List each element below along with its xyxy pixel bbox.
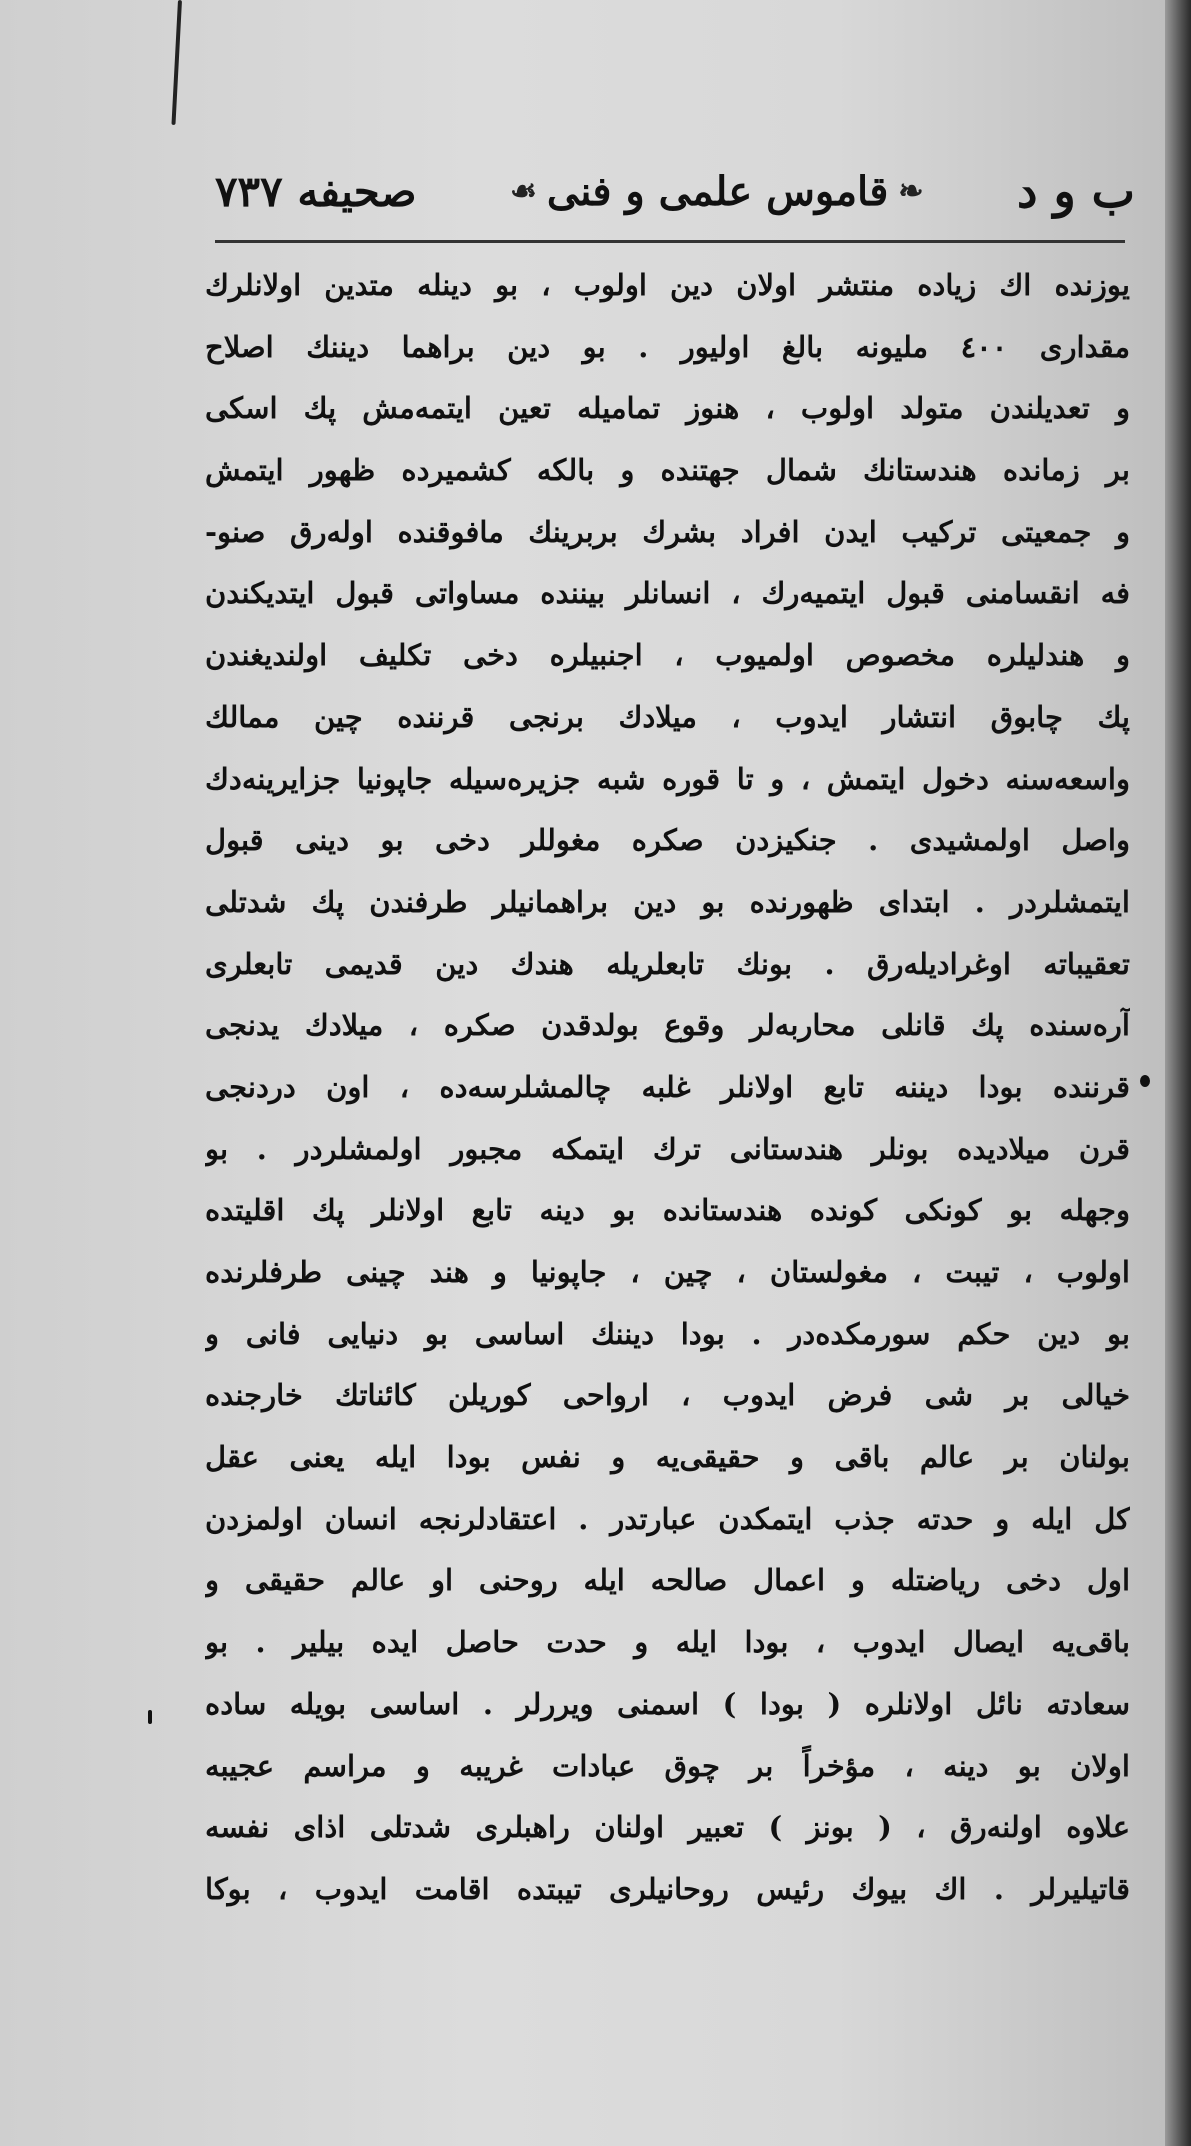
- text-line: بر زمانده هندستانك شمال جهتنده و بالكه كشمیرده ظهور ایتمش: [205, 453, 1130, 488]
- text-line: قرننده بودا دیننه تابع اولانلر غلبه چالمشلرسه‌ده ، اون دردنجی: [205, 1069, 1130, 1104]
- text-line: وجهله بو كونكی كونده هندستانده بو دینه تابع اولانلر پك اقلیتده: [205, 1193, 1130, 1228]
- text-line: و هندلیلره مخصوص اولمیوب ، اجنبیلره دخی تكلیف اولندیغندن: [205, 638, 1130, 673]
- ink-speck: [148, 1710, 152, 1724]
- text-line: پك چابوق انتشار ایدوب ، میلادك برنجی قرننده چین ممالك: [205, 699, 1130, 734]
- text-line: فه انقسامنی قبول ایتمیه‌رك ، انسانلر بیننده مساواتی قبول ایتدیكندن: [205, 576, 1130, 611]
- text-line: بولنان بر عالم باقی و حقیقی‌یه و نفس بودا ایله یعنی عقل: [205, 1440, 1130, 1475]
- text-line: تعقیباته اوغرادیله‌رق . بونك تابعلریله هندك دین قدیمی تابعلری: [205, 946, 1130, 981]
- body-text: [205, 255, 1130, 2125]
- header-page-number-group: [215, 167, 417, 216]
- text-line: قرن میلادیده بونلر هندستانی ترك ایتمكه مجبور اولمشلردر . بو: [205, 1131, 1130, 1166]
- ornament-icon: ❧: [898, 173, 924, 209]
- text-line: كل ایله و حدته جذب ایتمكدن عبارتدر . اعتقادلرنجه انسان اولمزدن: [205, 1501, 1130, 1536]
- text-line: آره‌سنده پك قانلی محاربه‌لر وقوع بولدقدن صكره ، میلادك یدنجی: [205, 1008, 1130, 1043]
- text-line: مقداری ٤٠٠ ملیونه بالغ اولیور . بو دین براهما دیننك اصلاح: [205, 329, 1130, 364]
- page-header: [215, 160, 1135, 222]
- text-line: واصل اولمشیدی . جنكیزدن صكره مغوللر دخی بو دینی قبول: [205, 823, 1130, 858]
- text-line: اولوب ، تیبت ، مغولستان ، چین ، جاپونیا و هند چینی طرفلرنده: [205, 1255, 1130, 1289]
- header-title: قاموس علمی و فنی: [546, 167, 889, 215]
- header-divider: [215, 240, 1125, 243]
- text-line: قاتیلیرلر . اك بیوك رئیس روحانیلری تیبتده اقامت ایدوب ، بوكا: [205, 1871, 1130, 1906]
- ink-speck: [1140, 1075, 1150, 1087]
- ornament-icon: ☙: [510, 173, 537, 209]
- text-line: خیالی بر شی فرض ایدوب ، ارواحی كوریلن كائناتك خارجنده: [205, 1378, 1130, 1413]
- text-line: علاوه اولنه‌رق ، ( بونز ) تعبیر اولنان راهبلری شدتلی اذای نفسه: [205, 1810, 1130, 1845]
- margin-ink-stroke: [171, 0, 182, 125]
- text-line: بو دین حكم سورمكده‌در . بودا دیننك اساسی بو دنیایی فانی و: [205, 1316, 1130, 1351]
- page-label: صحیفه: [297, 166, 417, 216]
- header-title-group: [510, 168, 923, 215]
- text-line: یوزنده اك زیاده منتشر اولان دین اولوب ، بو دینله متدین اولانلرك: [205, 268, 1130, 302]
- text-line: و تعدیلندن متولد اولوب ، هنوز تمامیله تعین ایتمه‌مش پك اسكی: [205, 391, 1130, 426]
- page-number: ۷۳۷: [215, 166, 283, 216]
- text-line: سعادته نائل اولانلره ( بودا ) اسمنی ویررلر . اساسی بویله ساده: [205, 1686, 1130, 1721]
- text-line: واسعه‌سنه دخول ایتمش ، و تا قوره شبه جزیره‌سیله جاپونیا جزایرینه‌دك: [205, 761, 1130, 796]
- text-line: ایتمشلردر . ابتدای ظهورنده بو دین براهمانیلر طرفندن پك شدتلی: [205, 884, 1130, 919]
- text-line: و جمعیتی تركیب ایدن افراد بشرك بربرینك مافوقنده اوله‌رق صنو-: [205, 514, 1130, 549]
- header-letters: ب و د: [1016, 164, 1135, 218]
- text-line: اولان بو دینه ، مؤخراً بر چوق عبادات غریبه و مراسم عجیبه: [205, 1748, 1130, 1783]
- text-line: اول دخی ریاضتله و اعمال صالحه ایله روحنی او عالم حقیقی و: [205, 1563, 1130, 1598]
- text-line: باقی‌یه ایصال ایدوب ، بودا ایله و حدت حاصل ایده بیلیر . بو: [205, 1625, 1130, 1660]
- page-edge-shadow: [1165, 0, 1191, 2146]
